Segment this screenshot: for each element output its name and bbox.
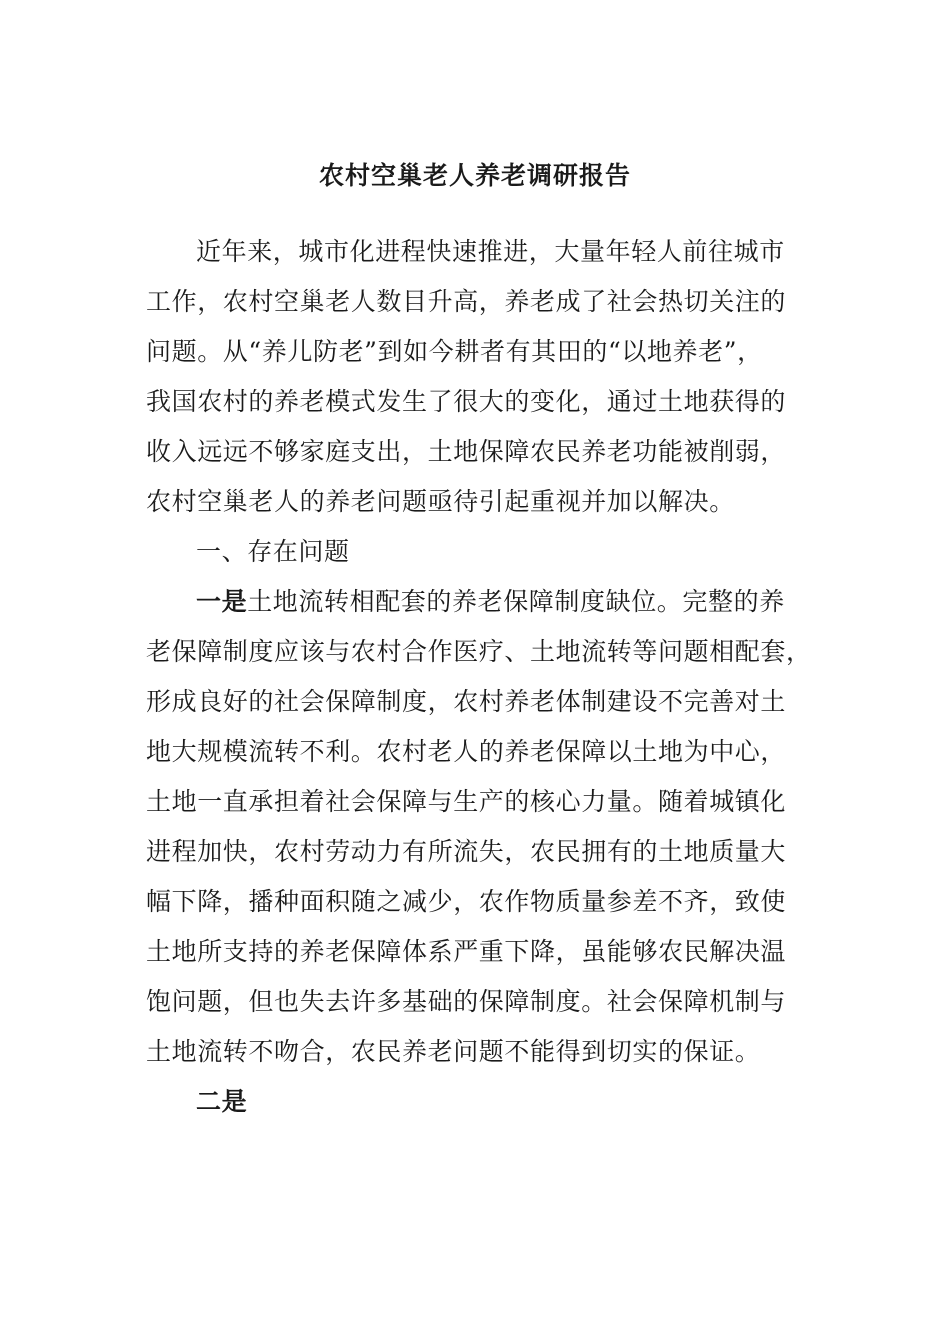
point1-line-7: 幅下降，播种面积随之减少，农作物质量参差不齐，致使 xyxy=(146,887,787,916)
intro-line-5: 收入远远不够家庭支出，土地保障农民养老功能被削弱， xyxy=(146,437,787,466)
intro-line-4: 我国农村的养老模式发生了很大的变化，通过土地获得的 xyxy=(146,387,787,416)
point1-line-6: 进程加快，农村劳动力有所流失，农民拥有的土地质量大 xyxy=(146,837,787,866)
point2-lead: 二是 xyxy=(196,1087,248,1116)
point1-first-line xyxy=(196,584,785,620)
point1-line-8: 土地所支持的养老保障体系严重下降，虽能够农民解决温 xyxy=(146,937,787,966)
intro-line-6: 农村空巢老人的养老问题亟待引起重视并加以解决。 xyxy=(146,487,735,516)
point1-line-10: 土地流转不吻合，农民养老问题不能得到切实的保证。 xyxy=(146,1037,761,1066)
point1-first-line-text: 土地流转相配套的养老保障制度缺位。完整的养 xyxy=(247,587,785,616)
point1-lead: 一是 xyxy=(196,587,248,616)
point1-line-4: 地大规模流转不利。农村老人的养老保障以土地为中心， xyxy=(146,737,787,766)
point1-line-2: 老保障制度应该与农村合作医疗、土地流转等问题相配套， xyxy=(146,637,812,666)
intro-line-3: 问题。从“养儿防老”到如今耕者有其田的“以地养老”， xyxy=(146,337,763,366)
section-heading: 一、存在问题 xyxy=(196,537,350,566)
point1-line-3: 形成良好的社会保障制度，农村养老体制建设不完善对土 xyxy=(146,687,787,716)
intro-line-1: 近年来，城市化进程快速推进，大量年轻人前往城市 xyxy=(196,237,785,266)
intro-line-2: 工作，农村空巢老人数目升高，养老成了社会热切关注的 xyxy=(146,287,787,316)
point1-line-5: 土地一直承担着社会保障与生产的核心力量。随着城镇化 xyxy=(146,787,787,816)
document-title: 农村空巢老人养老调研报告 xyxy=(318,161,631,190)
point1-line-9: 饱问题，但也失去许多基础的保障制度。社会保障机制与 xyxy=(146,987,787,1016)
